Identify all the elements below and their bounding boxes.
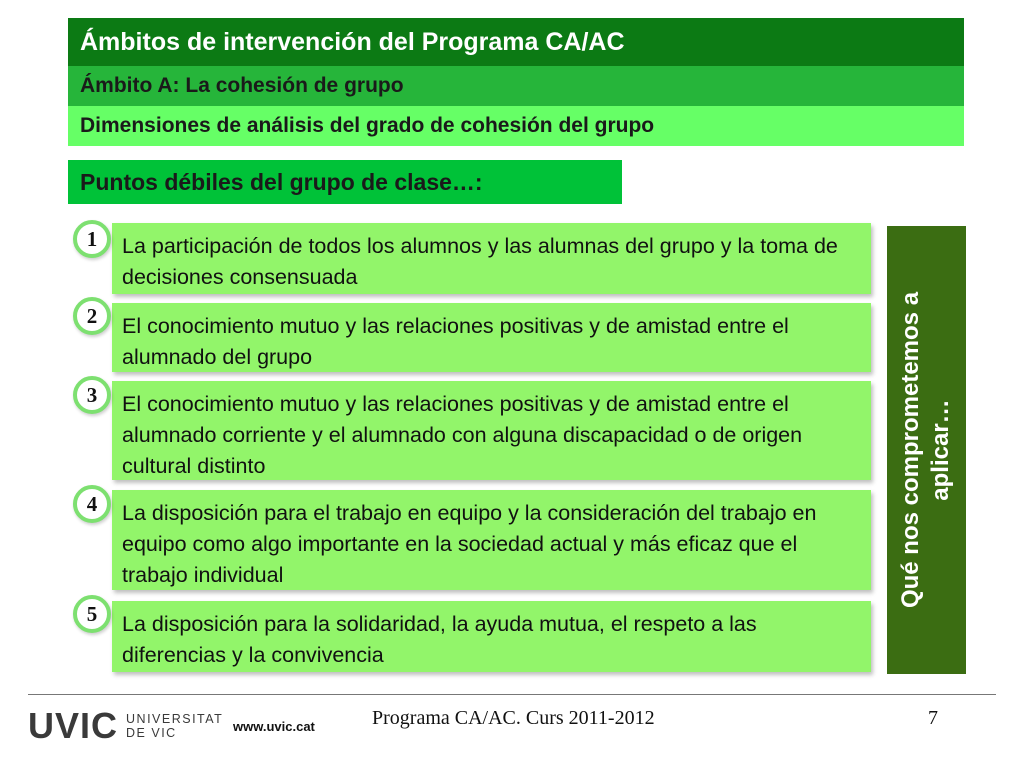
item-box-1 [112,223,871,294]
logo-line-1: UNIVERSITAT [126,712,224,726]
weak-points-heading-text: Puntos débiles del grupo de clase…: [80,168,483,195]
item-text-2: El conocimiento mutuo y las relaciones positivas y de amistad entre el alumnado del grupo [122,314,789,369]
item-box-3 [112,381,871,480]
commitment-panel-text [897,292,957,608]
logo-mark: UVIC [28,705,119,746]
item-box-4 [112,490,871,590]
footer-title: Programa CA/AC. Curs 2011-2012 [372,707,655,729]
logo-wordmark [126,712,223,740]
footer-divider [28,694,996,695]
number-badge-5-label: 5 [86,601,98,626]
dimensions-heading-text: Dimensiones de análisis del grado de cohesión del grupo [80,114,655,137]
number-badge-3-label: 3 [86,382,98,407]
item-text-3: El conocimiento mutuo y las relaciones positivas y de amistad entre el alumnado corriente y el alumnado con alguna discapacidad o de origen cultural distinto [122,392,803,478]
item-box-2 [112,303,871,372]
dimensions-heading [68,106,964,146]
item-text-1: La participación de todos los alumnos y las alumnas del grupo y la toma de decisiones consensuada [122,234,838,289]
weak-points-heading [68,160,622,204]
slide-title [68,18,964,66]
section-subtitle [68,66,964,106]
number-badge-1-label: 1 [86,226,98,251]
item-box-5 [112,601,871,672]
commitment-panel [887,226,966,674]
page-number: 7 [928,707,938,729]
number-badge-2-label: 2 [86,303,98,328]
number-badge-2 [73,297,111,335]
number-badge-5 [73,595,111,633]
number-badge-1 [73,220,111,258]
item-text-5: La disposición para la solidaridad, la ayuda mutua, el respeto a las diferencias y la convivencia [122,612,757,667]
website-link[interactable]: www.uvic.cat [233,719,315,734]
slide-title-text: Ámbitos de intervención del Programa CA/AC [80,27,625,56]
commitment-line-1: Qué nos comprometemos a [897,291,925,609]
commitment-line-2: aplicar… [927,399,955,501]
section-subtitle-text: Ámbito A: La cohesión de grupo [80,74,404,97]
number-badge-4-label: 4 [86,491,98,516]
logo-line-2: DE VIC [126,726,177,740]
item-text-4: La disposición para el trabajo en equipo y la consideración del trabajo en equipo como algo importante en la sociedad actual y más eficaz que el trabajo individual [122,501,817,587]
number-badge-3 [73,376,111,414]
number-badge-4 [73,485,111,523]
uvic-logo [28,705,223,747]
